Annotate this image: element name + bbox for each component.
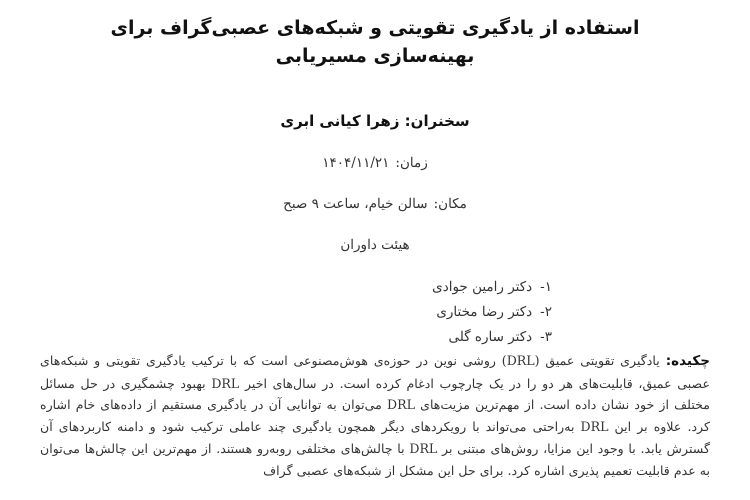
- place-label: مکان:: [433, 196, 467, 212]
- committee-member: [432, 275, 552, 300]
- time-line: [0, 155, 750, 171]
- speaker-line: سخنران: زهرا کیانی ابری: [280, 112, 470, 130]
- time-label: زمان:: [395, 155, 428, 171]
- list-number: ۲-: [540, 304, 552, 320]
- place-value: سالن خیام، ساعت ۹ صبح: [283, 196, 428, 212]
- abstract-label: چکیده:: [665, 353, 710, 369]
- list-number: ۱-: [540, 279, 552, 295]
- committee-list: [432, 275, 552, 350]
- abstract-text: یادگیری تقویتی عمیق (DRL) روشی نوین در حوزه‌ی هوش‌مصنوعی است که با ترکیب یادگیری تقویتی و شبکه‌های عصبی عمیق، قابلیت‌های هر دو را در یک چارچوب ادغام کرده است. در سال‌های اخیر DRL بهبود چشمگیری در حل مسائل مختلف از خود نشان داده است. از مهم‌ترین مزیت‌های DRL می‌توان به توانایی آن در یادگیری مستقیم از داده‌های خام اشاره کرد. علاوه بر این DRL به‌راحتی می‌تواند با رویکردهای دیگر همچون یادگیری چند عاملی ترکیب شود و دامنه کاربردهای آن گسترش یابد. با وجود این مزایا، روش‌های مبتنی بر DRL با چالش‌های مختلفی روبه‌رو هستند. از مهم‌ترین این چالش‌ها می‌توان به عدم قابلیت تعمیم پذیری اشاره کرد. برای حل این مشکل از شبکه‌های عصبی گراف: [40, 353, 711, 478]
- committee-member: [432, 300, 552, 325]
- member-name: دکتر ساره گلی: [448, 329, 533, 345]
- time-value: ۱۴۰۴/۱۱/۲۱: [322, 155, 390, 171]
- list-number: ۳-: [540, 329, 552, 345]
- abstract-paragraph: [40, 350, 710, 481]
- committee-member: [432, 325, 552, 350]
- place-line: [0, 196, 750, 212]
- member-name: دکتر رامین جوادی: [432, 279, 533, 295]
- committee-heading: هیئت داوران: [340, 237, 410, 253]
- member-name: دکتر رضا مختاری: [436, 304, 533, 320]
- document-title: استفاده از یادگیری تقویتی و شبکه‌های عصبی‌گراف برای بهینه‌سازی مسیریابی: [110, 17, 640, 67]
